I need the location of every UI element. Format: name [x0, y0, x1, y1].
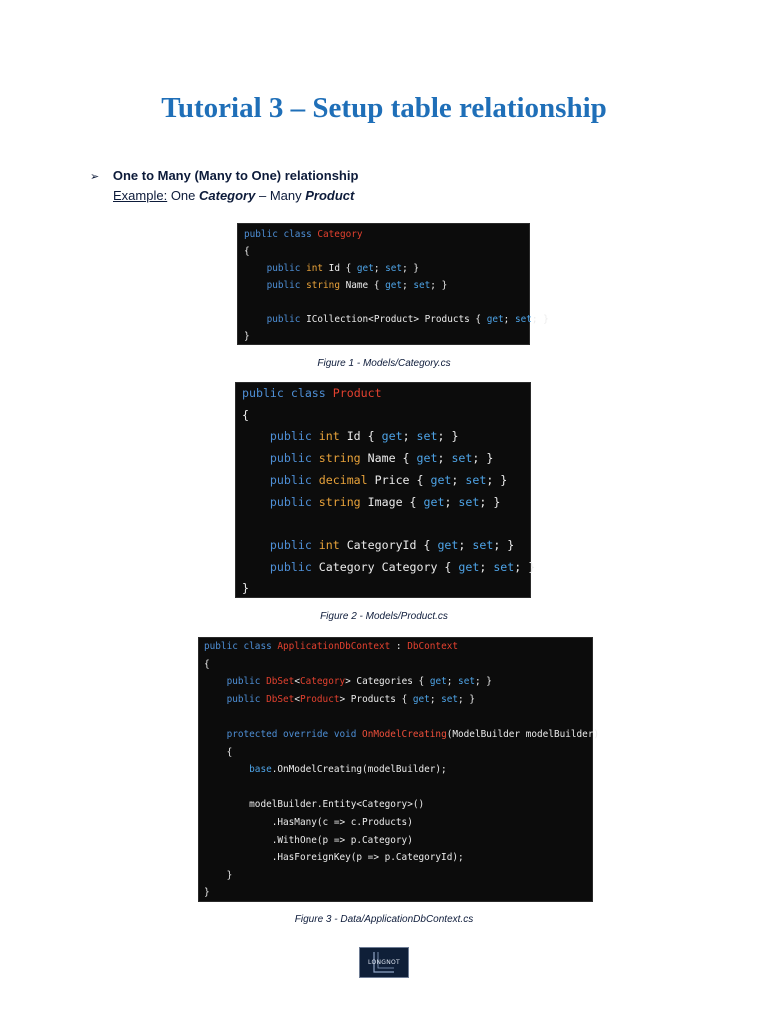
- code-token: ; }: [514, 559, 536, 574]
- code-line: [204, 849, 587, 867]
- code-token: DbSet: [266, 693, 295, 705]
- code-token: public: [204, 693, 267, 705]
- code-token: int: [318, 429, 347, 444]
- code-token: string: [318, 451, 368, 466]
- code-line: [204, 814, 587, 832]
- code-token: ; }: [493, 537, 515, 552]
- code-token: Product: [299, 693, 340, 705]
- code-line: [244, 226, 523, 243]
- code-token: Id {: [328, 263, 357, 274]
- code-line: [204, 867, 587, 885]
- code-line: [204, 761, 587, 779]
- code-line: [204, 832, 587, 850]
- code-token: ; }: [531, 314, 549, 325]
- code-token: ;: [429, 693, 442, 705]
- longnot-logo-icon: [359, 947, 409, 978]
- code-token: }: [242, 581, 249, 596]
- code-line: [204, 638, 587, 656]
- code-line: [244, 243, 523, 260]
- code-token: Name {: [367, 451, 417, 466]
- code-token: ; }: [430, 280, 448, 291]
- code-token: public class: [242, 386, 333, 400]
- code-line: [244, 277, 523, 294]
- example-label: Example:: [113, 188, 168, 203]
- code-token: get: [381, 429, 403, 444]
- code-token: get: [356, 263, 374, 274]
- code-block-category: [237, 223, 549, 345]
- code-line: [244, 311, 549, 328]
- code-token: protected override void: [204, 728, 363, 740]
- page-title: Tutorial 3 – Setup table relationship: [161, 92, 607, 124]
- code-token: Name {: [345, 280, 386, 291]
- code-line: [204, 884, 587, 902]
- code-token: Category Category {: [318, 559, 459, 574]
- code-token: ;: [402, 429, 417, 444]
- code-token: get: [423, 494, 445, 509]
- code-token: {: [244, 246, 250, 257]
- code-token: public class: [244, 229, 318, 240]
- code-token: get: [385, 280, 403, 291]
- code-line: [244, 294, 523, 311]
- code-line: [242, 405, 524, 427]
- code-token: ; }: [402, 263, 420, 274]
- code-line: [204, 691, 587, 709]
- code-line: [242, 426, 524, 448]
- figure-caption-2: Figure 2 - Models/Product.cs: [320, 611, 448, 622]
- code-token: {: [204, 658, 210, 670]
- code-block-product: [235, 382, 536, 598]
- code-token: ;: [458, 537, 473, 552]
- code-token: Price {: [374, 472, 431, 487]
- code-token: {: [242, 407, 249, 422]
- code-token: ;: [437, 451, 452, 466]
- code-line: [242, 470, 524, 492]
- code-token: Category: [317, 229, 363, 240]
- code-token: get: [430, 472, 452, 487]
- code-line: [204, 796, 587, 814]
- code-token: Image {: [367, 494, 424, 509]
- code-token: int: [306, 263, 329, 274]
- example-category: Category: [199, 188, 256, 203]
- code-token: ;: [479, 559, 494, 574]
- code-line: [242, 383, 524, 405]
- arrow-bullet-icon: ➢: [90, 171, 100, 183]
- code-token: ;: [373, 263, 386, 274]
- code-token: string: [306, 280, 346, 291]
- code-token: get: [486, 314, 504, 325]
- code-token: Product: [332, 386, 382, 400]
- code-token: }: [204, 887, 210, 899]
- code-token: ; }: [474, 676, 492, 688]
- code-token: ICollection<Product> Products {: [306, 314, 487, 325]
- code-token: :: [390, 641, 408, 652]
- code-line: [244, 328, 523, 345]
- code-token: modelBuilder.Entity<Category>(): [204, 799, 425, 811]
- code-token: DbContext: [407, 641, 459, 652]
- bullet-text: One to Many (Many to One) relationship: [112, 168, 359, 183]
- logo-text: LONGNOT: [368, 959, 400, 966]
- code-token: ; }: [458, 693, 475, 705]
- code-token: ;: [451, 472, 466, 487]
- code-token: ApplicationDbContext: [277, 641, 391, 652]
- code-token: get: [458, 559, 480, 574]
- code-token: public: [242, 451, 319, 466]
- code-token: OnModelCreating: [362, 728, 447, 740]
- code-line: [242, 578, 524, 600]
- figure-caption-3: Figure 3 - Data/ApplicationDbContext.cs: [294, 914, 474, 925]
- code-token: get: [437, 537, 459, 552]
- code-token: set: [514, 314, 532, 325]
- example-product: Product: [305, 188, 355, 203]
- code-line: [242, 513, 524, 535]
- code-token: decimal: [318, 472, 375, 487]
- code-token: int: [318, 537, 347, 552]
- code-token: (ModelBuilder modelBuilder): [446, 728, 600, 740]
- example-line: [113, 188, 354, 203]
- code-token: get: [412, 693, 430, 705]
- code-token: ; }: [472, 451, 494, 466]
- code-line: [244, 260, 523, 277]
- code-token: public: [242, 537, 319, 552]
- code-token: set: [451, 451, 473, 466]
- code-line: [204, 779, 587, 797]
- code-token: public class: [204, 641, 278, 652]
- example-one: One: [167, 188, 199, 203]
- code-token: public: [242, 429, 319, 444]
- example-dash: – Many: [255, 188, 306, 203]
- code-token: public: [204, 676, 267, 688]
- code-block-dbcontext: [198, 637, 600, 902]
- code-token: set: [416, 429, 438, 444]
- code-line: [204, 673, 587, 691]
- code-token: ; }: [479, 494, 501, 509]
- code-token: get: [429, 676, 447, 688]
- figure-caption-1: Figure 1 - Models/Category.cs: [317, 358, 451, 369]
- code-line: [204, 708, 587, 726]
- code-token: }: [244, 331, 250, 342]
- code-token: .OnModelCreating(modelBuilder);: [271, 764, 447, 776]
- code-token: > Categories {: [345, 676, 430, 688]
- code-line: [242, 492, 524, 514]
- code-token: set: [413, 280, 431, 291]
- code-token: public: [242, 472, 319, 487]
- code-token: set: [458, 494, 480, 509]
- code-token: string: [318, 494, 368, 509]
- code-token: ; }: [437, 429, 459, 444]
- code-line: [242, 557, 536, 579]
- code-token: Id {: [346, 429, 382, 444]
- code-token: ; }: [486, 472, 508, 487]
- code-token: ;: [444, 494, 459, 509]
- code-token: set: [441, 693, 459, 705]
- code-token: {: [204, 746, 233, 758]
- code-token: public: [242, 559, 319, 574]
- code-line: [242, 535, 524, 557]
- code-token: set: [458, 676, 475, 688]
- code-line: [242, 448, 524, 470]
- code-token: public: [244, 263, 307, 274]
- code-token: set: [493, 559, 515, 574]
- code-token: set: [385, 263, 403, 274]
- bullet-item: [90, 168, 358, 183]
- code-line: [204, 726, 600, 744]
- code-token: .WithOne(p => p.Category): [204, 834, 413, 846]
- code-line: [204, 744, 587, 762]
- code-token: .HasMany(c => c.Products): [204, 816, 413, 828]
- code-token: public: [244, 314, 307, 325]
- code-token: ;: [503, 314, 515, 325]
- code-token: .HasForeignKey(p => p.CategoryId);: [204, 852, 464, 864]
- code-token: <: [294, 693, 300, 705]
- code-token: CategoryId {: [346, 537, 438, 552]
- code-token: ;: [446, 676, 459, 688]
- code-token: public: [242, 494, 319, 509]
- code-token: <: [294, 676, 300, 688]
- code-token: }: [204, 869, 233, 881]
- code-token: public: [244, 280, 307, 291]
- code-token: Category: [299, 676, 346, 688]
- code-token: set: [465, 472, 487, 487]
- code-token: > Products {: [339, 693, 413, 705]
- code-token: base: [204, 764, 272, 776]
- code-token: DbSet: [266, 676, 295, 688]
- code-token: ;: [402, 280, 414, 291]
- code-line: [204, 656, 587, 674]
- code-token: set: [472, 537, 494, 552]
- code-token: get: [416, 451, 438, 466]
